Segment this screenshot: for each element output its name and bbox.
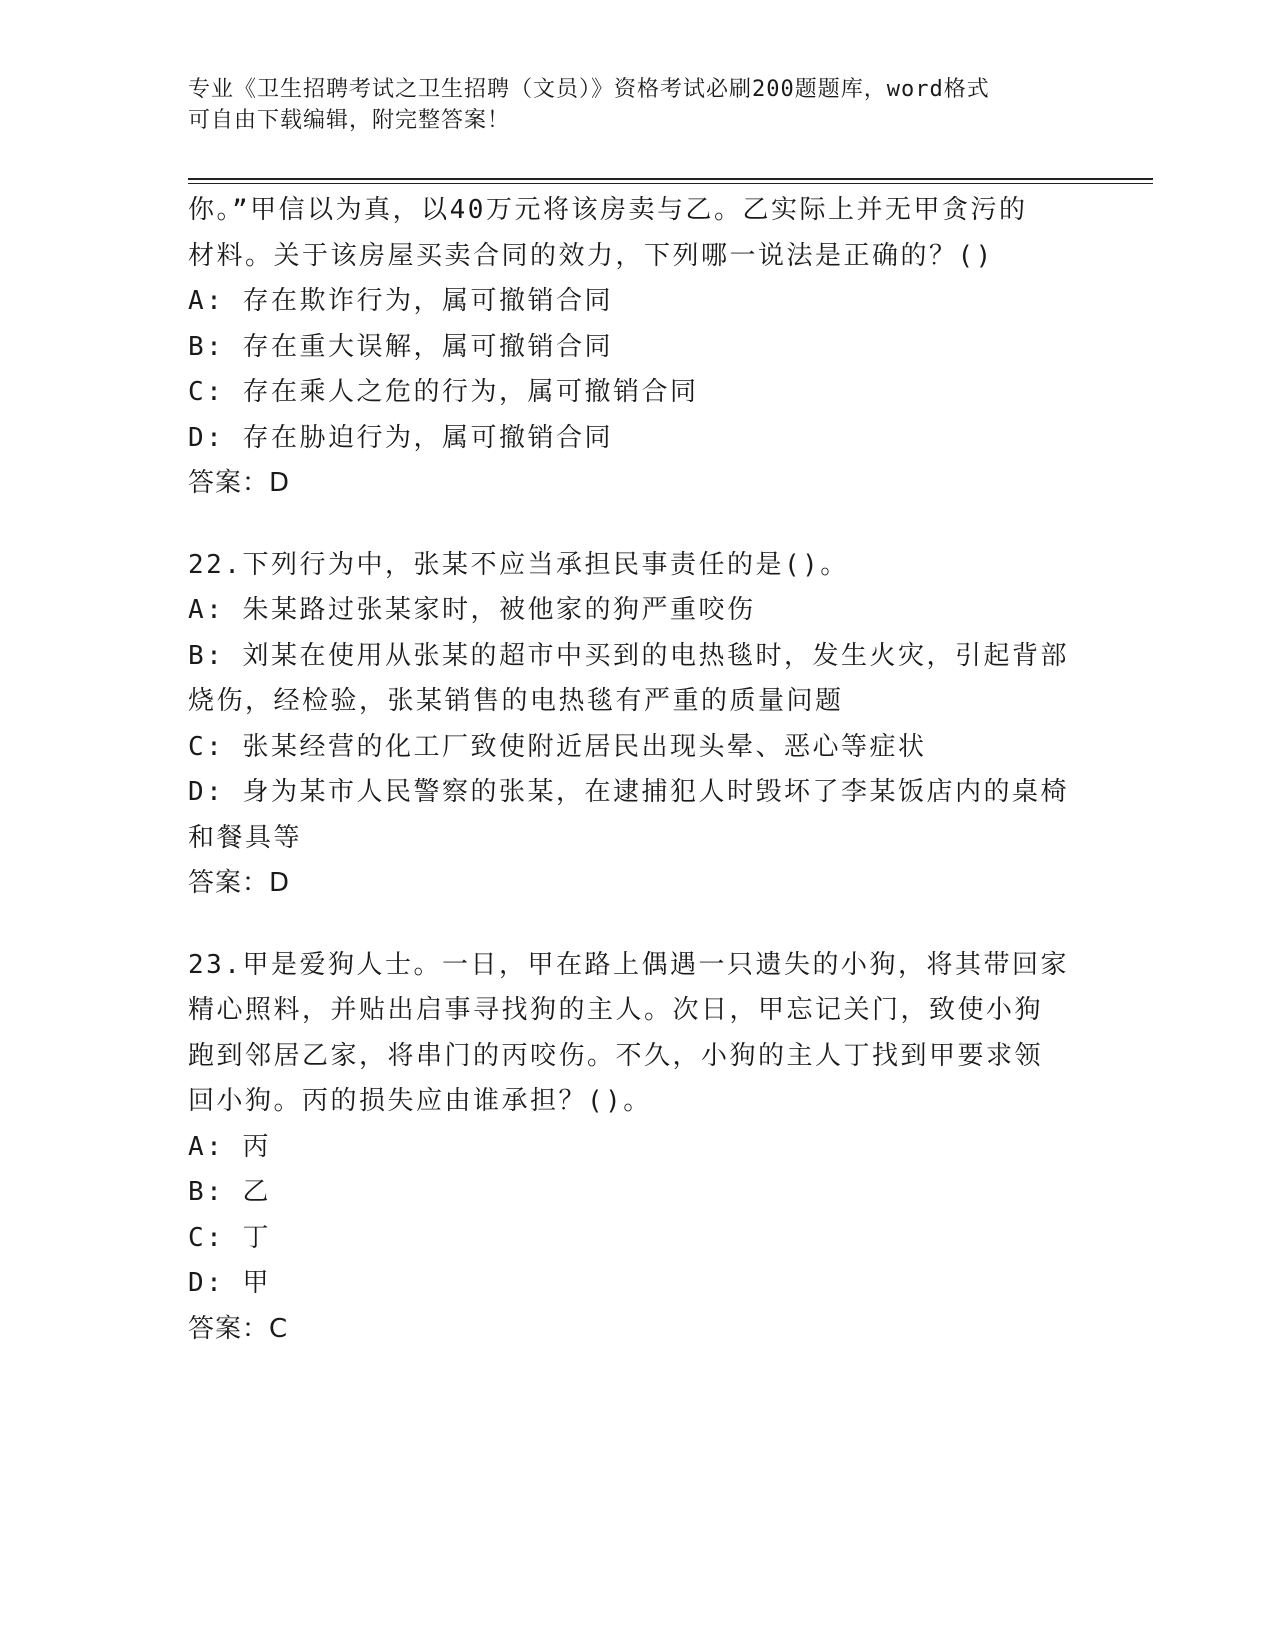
question-stem-line: 23.甲是爱狗人士。一日，甲在路上偶遇一只遗失的小狗，将其带回家: [188, 949, 1069, 980]
option-a: A: 朱某路过张某家时，被他家的狗严重咬伤: [188, 595, 756, 625]
option-d: D: 身为某市人民警察的张某，在逮捕犯人时毁坏了李某饭店内的桌椅: [188, 777, 1069, 807]
answer-line: 答案：C: [188, 1313, 289, 1344]
option-d: D: 存在胁迫行为，属可撤销合同: [188, 422, 613, 453]
answer-line: 答案：D: [188, 868, 291, 898]
header-divider-thick: [188, 178, 1153, 180]
question-22: [188, 543, 1088, 907]
option-b-continued: 烧伤，经检验，张某销售的电热毯有严重的质量问题: [188, 686, 844, 716]
header-title-line-2: 可自由下载编辑，附完整答案！: [188, 108, 511, 133]
question-23: [188, 943, 1088, 1353]
option-a: A: 丙: [188, 1131, 271, 1162]
option-d-continued: 和餐具等: [188, 822, 303, 853]
option-c: C: 张某经营的化工厂致使附近居民出现头晕、恶心等症状: [188, 731, 927, 762]
answer-line: 答案：D: [188, 468, 291, 498]
question-stem-line: 跑到邻居乙家，将串门的丙咬伤。不久，小狗的主人丁找到甲要求领: [188, 1040, 1044, 1071]
question-stem-line: 精心照料，并贴出启事寻找狗的主人。次日，甲忘记关门，致使小狗: [188, 995, 1044, 1025]
question-stem-line: 你。”甲信以为真，以40万元将该房卖与乙。乙实际上并无甲贪污的: [188, 195, 1028, 225]
document-header: [188, 74, 1088, 136]
question-stem-line: 回小狗。丙的损失应由谁承担？()。: [188, 1086, 652, 1116]
option-c: C: 丁: [188, 1222, 271, 1253]
option-c: C: 存在乘人之危的行为，属可撤销合同: [188, 377, 699, 407]
document-body: [188, 188, 1088, 1352]
question-stem-line: 22.下列行为中，张某不应当承担民事责任的是()。: [188, 549, 849, 580]
header-divider-thin: [188, 183, 1153, 184]
header-title-line-1: 专业《卫生招聘考试之卫生招聘（文员）》资格考试必刷200题题库，word格式: [188, 77, 990, 102]
option-a: A: 存在欺诈行为，属可撤销合同: [188, 286, 613, 316]
option-b: B: 乙: [188, 1177, 271, 1207]
question-stem-line: 材料。关于该房屋买卖合同的效力，下列哪一说法是正确的？(): [188, 240, 994, 271]
question-21: [188, 188, 1088, 507]
option-b: B: 存在重大误解，属可撤销合同: [188, 331, 613, 362]
option-b: B: 刘某在使用从张某的超市中买到的电热毯时，发生火灾，引起背部: [188, 640, 1069, 671]
option-d: D: 甲: [188, 1268, 271, 1298]
